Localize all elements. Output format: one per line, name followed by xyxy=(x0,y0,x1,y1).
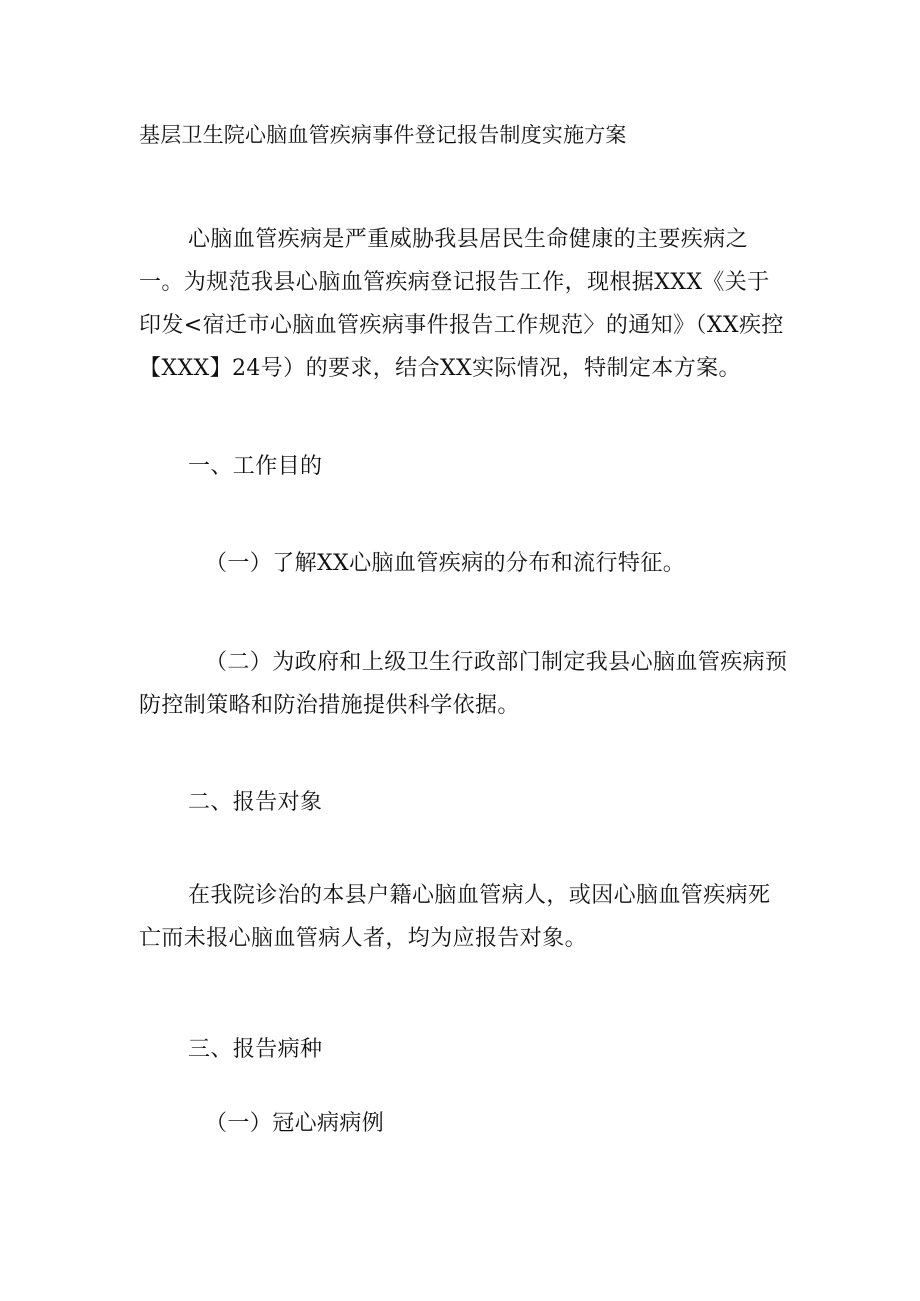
document-title: 基层卫生院心脑血管疾病事件登记报告制度实施方案 xyxy=(139,123,627,147)
disease-type-item-1: （一）冠心病病例 xyxy=(205,1111,385,1136)
purpose-item-1: （一）了解XX心脑血管疾病的分布和流行特征。 xyxy=(205,551,686,576)
report-target-paragraph: 在我院诊治的本县户籍心脑血管病人，或因心脑血管疾病死亡而未报心脑血管病人者，均为应报告对象。 xyxy=(139,883,771,951)
section-heading-report-target: 二、报告对象 xyxy=(188,790,323,815)
section-heading-purpose: 一、工作目的 xyxy=(188,454,323,479)
section-heading-disease-types: 三、报告病种 xyxy=(188,1037,323,1062)
intro-paragraph: 心脑血管疾病是严重威胁我县居民生命健康的主要疾病之一。为规范我县心脑血管疾病登记报告工作，现根据XXX《关于印发<宿迁市心脑血管疾病事件报告工作规范〉的通知》（XX疾控【XXX】24号）的要求，结合XX实际情况，特制定本方案。 xyxy=(139,227,784,381)
purpose-item-2: （二）为政府和上级卫生行政部门制定我县心脑血管疾病预防控制策略和防治措施提供科学依据。 xyxy=(139,650,788,718)
